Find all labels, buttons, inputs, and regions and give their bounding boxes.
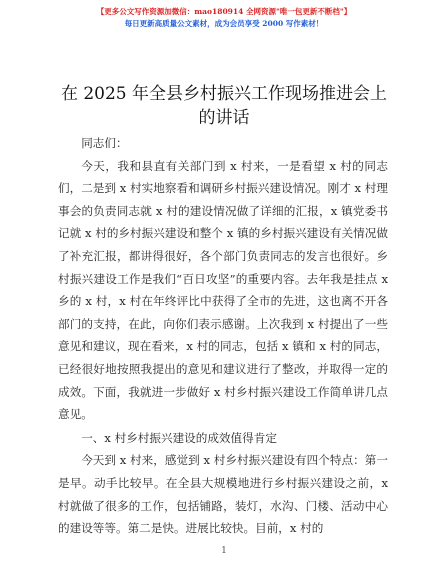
section-paragraph: 今天到 x 村来，感觉到 x 村乡村振兴建设有四个特点：第一是早。动手比较早。在全县大规模地进行乡村振兴建设之前，x 村就做了很多的工作，包括铺路，装灯，水沟、门楼、活动中心的建设等等。第二是快。进展比较快。目前，x 村的 — [58, 453, 388, 536]
section-heading: 一、x 村乡村振兴建设的成效值得肯定 — [81, 430, 277, 445]
salutation: 同志们： — [81, 136, 128, 150]
promo-banner-line-2: 每日更新高质量公文素材，成为会员享受 2000 写作素材！ — [124, 19, 324, 28]
body-paragraph: 今天，我和县直有关部门到 x 村来，一是看望 x 村的同志们，二是到 x 村实地察看和调研乡村振兴建设情况。刚才 x 村理事会的负责同志就 x 村的建设情况做了详细的汇报，x 镇党委书记就 x 村的乡村振兴建设和整个 x 镇的乡村振兴建设有关情况做了补充汇报，都讲得很好，各个部门负责同志的发言也很好。乡村振兴建设工作是我们“百日攻坚”的重要内容。去年我是挂点 x 乡的 x 村，x 村在年终评比中获得了全市的先进，这也离不开各部门的支持，在此，向你们表示感谢。上次我到 x 村提出了一些意见和建议，现在看来，x 村的同志，包括 x 镇和 x 村的同志，已经很好地按照我提出的意见和建议进行了整改，并取得一定的成效。下面，我就进一步做好 x 村乡村振兴建设工作简单讲几点意见。 — [58, 158, 388, 422]
promo-banner — [0, 6, 448, 30]
page-number: 1 — [221, 546, 227, 556]
promo-banner-line-1: 【更多公文写作资源加微信：mao180914 全网资源"唯一包更新不断档"】 — [96, 7, 352, 16]
document-title: 在 2025 年全县乡村振兴工作现场推进会上的讲话 — [60, 84, 388, 128]
document-body — [58, 132, 388, 540]
